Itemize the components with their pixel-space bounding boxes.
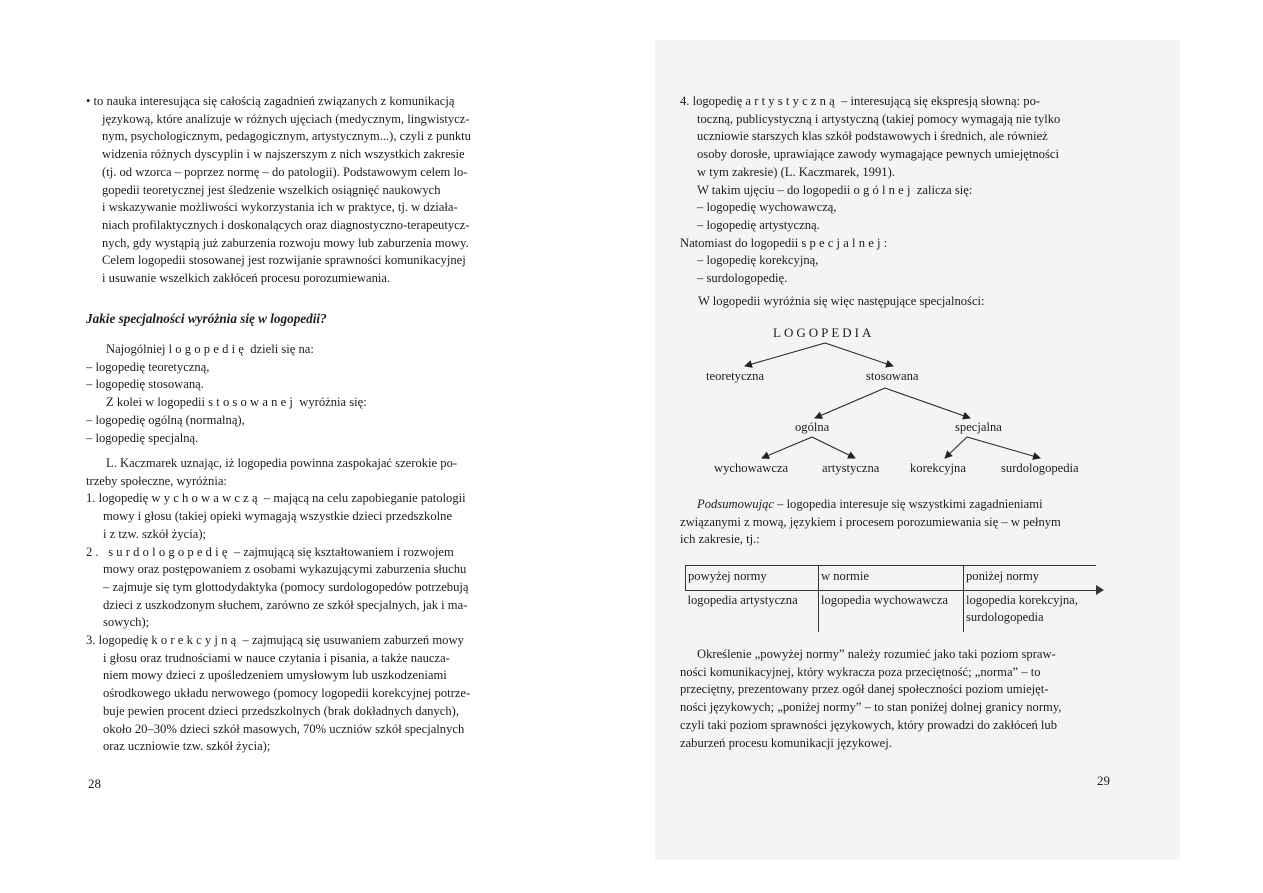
diagram-node-general: ogólna — [795, 420, 830, 434]
summary-paragraph — [680, 496, 1061, 549]
artistic-item — [680, 93, 1060, 288]
text-line: czyli taki poziom sprawności językowych, który prowadzi do zakłóceń lub — [680, 717, 1058, 732]
text-line: oraz uczniowie tzw. szkół życia); — [103, 739, 271, 754]
list-item: – logopedię ogólną (normalną), — [86, 412, 245, 427]
text-line: ośrodkowego układu nerwowego (pomocy logopedii korekcyjnej potrze- — [103, 686, 471, 701]
text-line: mowy oraz postępowaniem z osobami wykazującymi zaburzenia słuchu — [103, 562, 467, 577]
text-line: (tj. od wzorca – poprzez normę – do patologii). Podstawowym celem lo- — [102, 164, 468, 179]
diagram-node-applied: stosowana — [866, 369, 919, 383]
norms-table — [685, 565, 1096, 632]
list-item: 1. logopedię wychowawczą – mającą na celu zapobieganie patologii — [86, 491, 466, 506]
text-line: L. Kaczmarek uznając, iż logopedia powinna zaspokajać szerokie po- — [106, 456, 458, 470]
kaczmarek-paragraph — [86, 455, 470, 756]
text-line: związanymi z mową, językiem i procesem porozumiewania się – w pełnym — [680, 514, 1061, 529]
diagram-node-artistic: artystyczna — [822, 461, 880, 475]
norm-scale-axis — [685, 590, 1100, 591]
table-row — [686, 590, 1097, 632]
text-line: około 20–30% dzieci szkół masowych, 70% uczniów szkół specjalnych — [103, 721, 465, 736]
table-header-above: powyżej normy — [686, 566, 819, 591]
section-heading: Jakie specjalności wyróżnia się w logopedii? — [86, 311, 327, 326]
text-line: • to nauka interesująca się całością zagadnień związanych z komunikacją — [86, 94, 455, 108]
diagram-node-special: specjalna — [955, 420, 1002, 434]
text-line: i z tzw. szkół życia); — [103, 526, 207, 541]
text-line: nych, gdy wystąpią już zaburzenia rozwoju mowy lub zaburzenia mowy. — [102, 235, 469, 250]
text-line: buje pewien procent dzieci przedszkolnych (brak dokładnych danych), — [103, 703, 459, 718]
text-line: ich zakresie, tj.: — [680, 532, 760, 547]
text-line: – zajmuje się tym glottodydaktyka (pomocy surdologopedów potrzebują — [103, 579, 469, 594]
diagram-node-corrective: korekcyjna — [910, 461, 966, 475]
specialties-intro: W logopedii wyróżnia się więc następujące specjalności: — [698, 294, 985, 308]
text-line: dzieci z uszkodzonym słuchem, zarówno ze szkół specjalnych, jak i ma- — [103, 597, 468, 612]
table-cell: logopedia wychowawcza — [819, 590, 964, 632]
text-line: nym, psychologicznym, pedagogicznym, artystycznym...), czyli z punktu — [102, 129, 471, 144]
text-line: toczną, publicystyczną i artystyczną (takiej pomocy wymagają nie tylko — [697, 111, 1061, 126]
list-item: – logopedię artystyczną. — [697, 217, 820, 232]
text-line: językową, które analizuje w różnych ujęciach (medycznym, lingwistycz- — [102, 111, 470, 126]
text-line: przeciętny, prezentowany przez ogół danej społeczności poziom umiejęt- — [680, 682, 1049, 697]
table-header-row — [686, 566, 1097, 591]
text-line: gopedii teoretycznej jest śledzenie wszelkich osiągnięć naukowych — [102, 182, 441, 197]
list-item: – logopedię specjalną. — [86, 430, 199, 445]
division-list — [86, 341, 367, 447]
table-header-below: poniżej normy — [964, 566, 1097, 591]
list-item: – surdologopedię. — [697, 271, 788, 286]
text-line: Podsumowując – logopedia interesuje się wszystkimi zagadnieniami — [697, 497, 1043, 511]
text-line: ności językowych; „poniżej normy” – to stan poniżej dolnej granicy normy, — [680, 700, 1062, 715]
text-line: trzeby społeczne, wyróżnia: — [86, 473, 227, 488]
table-header-within: w normie — [819, 566, 964, 591]
text-line: niem mowy dzieci z upośledzeniem umysłowym lub uszkodzeniami — [103, 668, 447, 683]
diagram-node-surdo: surdologopedia — [1001, 461, 1079, 475]
list-item: – logopedię stosowaną. — [86, 377, 204, 392]
text-line: Najogólniej logopedię dzieli się na: — [106, 342, 314, 356]
diagram-node-educational: wychowawcza — [714, 461, 789, 475]
list-item: – logopedię wychowawczą, — [697, 200, 837, 215]
text-line: zaburzeń procesu komunikacji językowej. — [680, 735, 892, 750]
explanation-paragraph — [680, 646, 1061, 752]
text-line: osoby dorosłe, uprawiające zawody wymagające pewnych umiejętności — [697, 147, 1059, 162]
text-line: W takim ujęciu – do logopedii ogólnej zalicza się: — [697, 182, 973, 197]
list-item: 3. logopedię korekcyjną – zajmującą się usuwaniem zaburzeń mowy — [86, 633, 464, 648]
list-item: – logopedię korekcyjną, — [697, 253, 819, 268]
list-item: 4. logopedię artystyczną – interesującą się ekspresją słowną: po- — [680, 94, 1041, 108]
text-line: uczniowie starszych klas szkół podstawowych i średnich, ale również — [697, 129, 1048, 144]
text-line: w tym zakresie) (L. Kaczmarek, 1991). — [697, 164, 895, 179]
page-number-left: 28 — [88, 776, 101, 791]
list-item: 2. surdologopedię – zajmującą się kształtowaniem i rozwojem — [86, 544, 454, 559]
text-line: ności komunikacyjnej, który wykracza poza przeciętność; „norma” – to — [680, 664, 1041, 679]
text-line: Natomiast do logopedii specjalnej: — [680, 235, 888, 250]
diagram-node-logopedia: LOGOPEDIA — [773, 325, 875, 340]
table-cell: logopedia korekcyjna, surdologopedia — [964, 590, 1097, 632]
diagram-node-theoretical: teoretyczna — [706, 369, 765, 383]
text-line: mowy i głosu (takiej opieki wymagają wszystkie dzieci przedszkolne — [103, 509, 453, 524]
text-line: i usuwanie wszelkich zakłóceń procesu porozumiewania. — [102, 271, 391, 286]
list-item: – logopedię teoretyczną, — [86, 359, 210, 374]
text-line: widzenia różnych dyscyplin i w najszerszym z nich wszystkich zakresie — [102, 147, 465, 162]
text-line: i głosu oraz trudnościami w nauce czytania i pisania, a także naucza- — [103, 650, 450, 665]
text-line: sowych); — [103, 615, 150, 630]
text-line: Z kolei w logopedii stosowanej wyróżnia się: — [106, 395, 367, 410]
text-line: niach profilaktycznych i doskonalących oraz diagnostyczno-terapeutycz- — [102, 217, 470, 232]
norm-scale-arrowhead — [1096, 585, 1104, 595]
page-number-right: 29 — [1097, 773, 1110, 788]
intro-paragraph — [86, 93, 471, 288]
text-line: Celem logopedii stosowanej jest rozwijanie sprawności komunikacyjnej — [102, 253, 466, 268]
text-line: Określenie „powyżej normy” należy rozumieć jako taki poziom spraw- — [697, 647, 1056, 661]
table-cell: logopedia artystyczna — [687, 593, 798, 607]
text-line: i wskazywanie możliwości wykorzystania ich w praktyce, tj. w działa- — [102, 200, 458, 215]
